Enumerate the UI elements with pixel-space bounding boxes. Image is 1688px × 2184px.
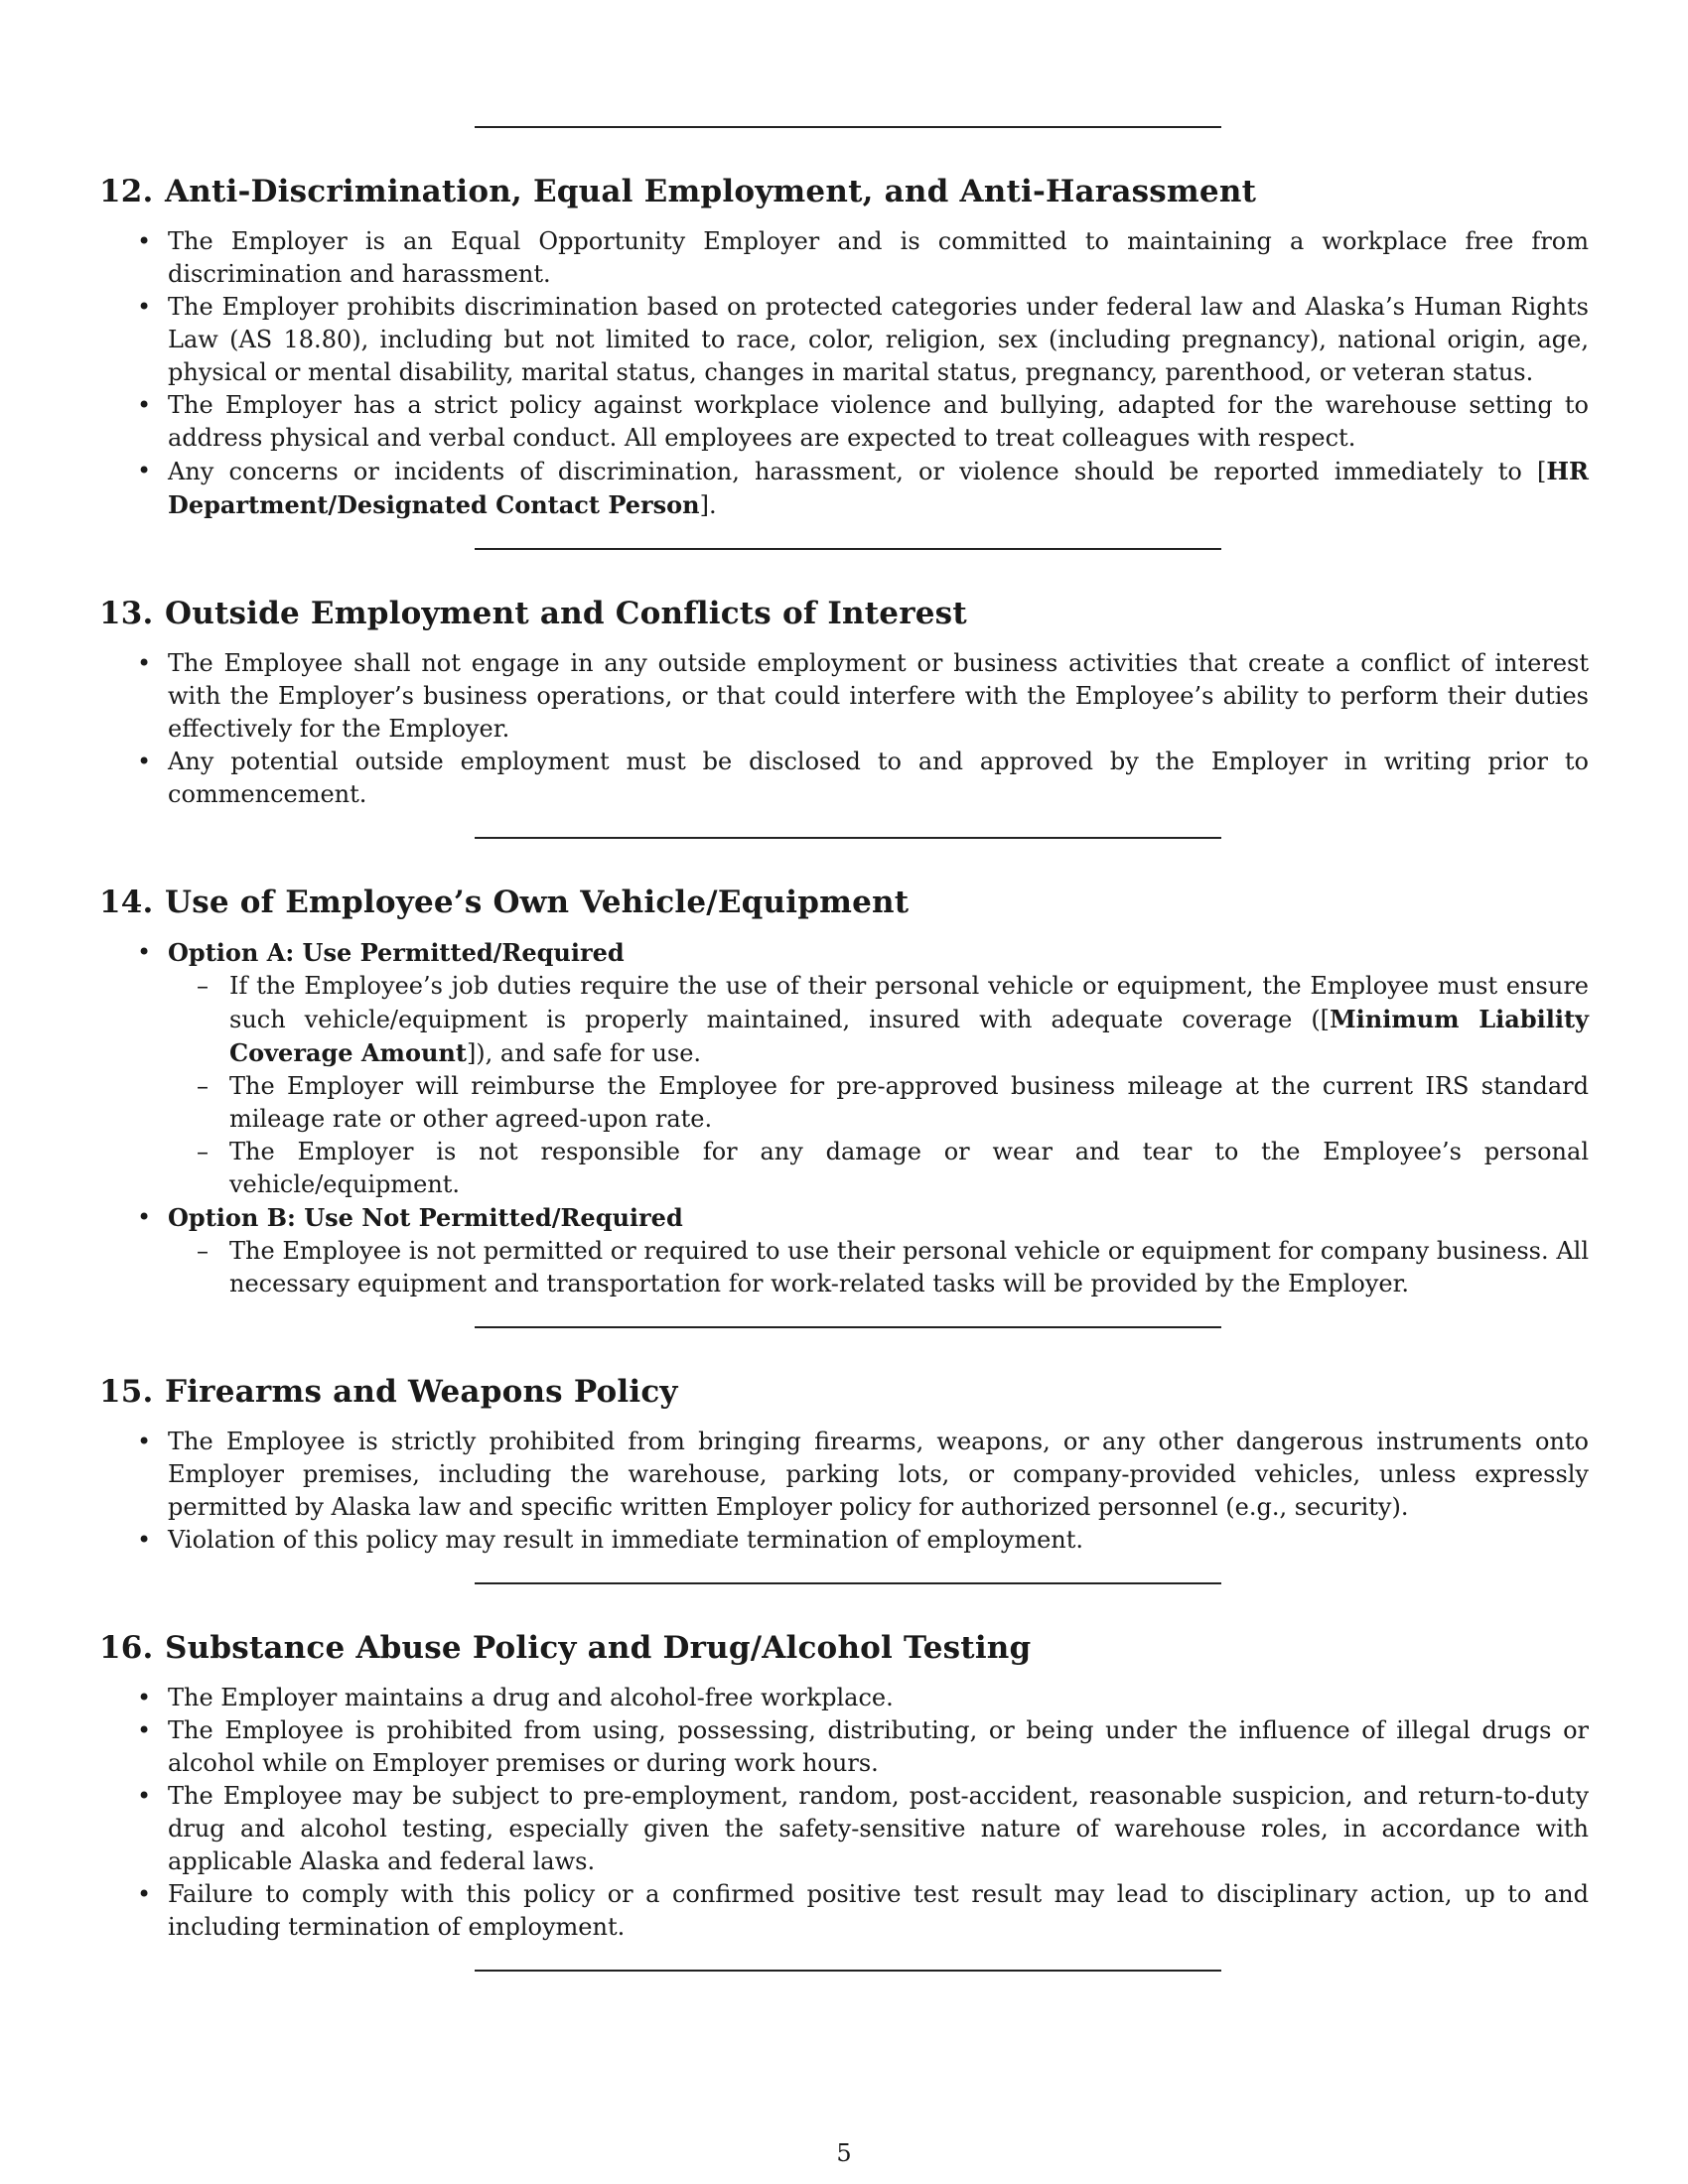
list-item: • The Employer is an Equal Opportunity Employer and is committed to maintaining a workplace free from discrimination and harassment.	[99, 225, 1589, 291]
option-a-sublist	[168, 970, 1589, 1201]
section-divider	[475, 126, 1221, 128]
section-heading-13: 13. Outside Employment and Conflicts of Interest	[99, 596, 967, 631]
section-13-list	[99, 647, 1589, 811]
sub-list-item: – If the Employee’s job duties require the use of their personal vehicle or equipment, the Employee must ensure such vehicle/equipment is properly maintained, insured with adequate coverage ([Minimum Liability Coverage Amount]), and safe for use.	[168, 970, 1589, 1070]
option-a-item	[99, 936, 1589, 1201]
list-item: • Violation of this policy may result in immediate termination of employment.	[99, 1524, 1589, 1557]
sub-list-item: – The Employer is not responsible for any damage or wear and tear to the Employee’s personal vehicle/equipment.	[168, 1136, 1589, 1201]
page-number: 5	[836, 2139, 852, 2167]
list-item: • The Employer has a strict policy against workplace violence and bullying, adapted for the warehouse setting to address physical and verbal conduct. All employees are expected to treat colleagues with respect.	[99, 389, 1589, 455]
option-a-label: Option A: Use Permitted/Required	[168, 938, 625, 967]
section-divider	[475, 1326, 1221, 1328]
list-item: • Failure to comply with this policy or a confirmed positive test result may lead to disciplinary action, up to and including termination of employment.	[99, 1878, 1589, 1944]
list-item: • The Employer maintains a drug and alcohol-free workplace.	[99, 1682, 1589, 1714]
list-item: • The Employee is strictly prohibited from bringing firearms, weapons, or any other dangerous instruments onto Employer premises, including the warehouse, parking lots, or company-provided vehicles, unless expressly permitted by Alaska law and specific written Employer policy for authorized personnel (e.g., security).	[99, 1426, 1589, 1524]
section-heading-15: 15. Firearms and Weapons Policy	[99, 1374, 678, 1410]
section-divider	[475, 837, 1221, 839]
section-heading-16: 16. Substance Abuse Policy and Drug/Alcohol Testing	[99, 1630, 1032, 1666]
section-heading-12: 12. Anti-Discrimination, Equal Employment, and Anti-Harassment	[99, 174, 1257, 209]
section-12-list	[99, 225, 1589, 522]
sub-list-item: – The Employer will reimburse the Employee for pre-approved business mileage at the current IRS standard mileage rate or other agreed-upon rate.	[168, 1070, 1589, 1136]
option-b-sublist	[168, 1235, 1589, 1300]
list-item: • The Employee shall not engage in any outside employment or business activities that create a conflict of interest with the Employer’s business operations, or that could interfere with the Employee’s ability to perform their duties effectively for the Employer.	[99, 647, 1589, 746]
section-16-list	[99, 1682, 1589, 1944]
list-item: • The Employer prohibits discrimination based on protected categories under federal law and Alaska’s Human Rights Law (AS 18.80), including but not limited to race, color, religion, sex (including pregnancy), national origin, age, physical or mental disability, marital status, changes in marital status, pregnancy, parenthood, or veteran status.	[99, 291, 1589, 389]
section-heading-14: 14. Use of Employee’s Own Vehicle/Equipment	[99, 885, 910, 920]
document-page	[99, 0, 1589, 1972]
option-b-item	[99, 1201, 1589, 1300]
section-divider	[475, 548, 1221, 550]
list-item: • The Employee is prohibited from using, possessing, distributing, or being under the influence of illegal drugs or alcohol while on Employer premises or during work hours.	[99, 1714, 1589, 1780]
list-item: • Any concerns or incidents of discrimination, harassment, or violence should be reported immediately to [HR Department/Designated Contact Person].	[99, 455, 1589, 522]
option-b-label: Option B: Use Not Permitted/Required	[168, 1203, 683, 1232]
liability-coverage-placeholder: Minimum Liability Coverage Amount	[229, 1005, 1589, 1067]
sub-list-item: – The Employee is not permitted or required to use their personal vehicle or equipment for company business. All necessary equipment and transportation for work-related tasks will be provided by the Employer.	[168, 1235, 1589, 1300]
section-divider	[475, 1970, 1221, 1972]
section-15-list	[99, 1426, 1589, 1557]
section-14-list	[99, 936, 1589, 1300]
list-item: • Any potential outside employment must be disclosed to and approved by the Employer in writing prior to commencement.	[99, 746, 1589, 811]
list-item: • The Employee may be subject to pre-employment, random, post-accident, reasonable suspicion, and return-to-duty drug and alcohol testing, especially given the safety-sensitive nature of warehouse roles, in accordance with applicable Alaska and federal laws.	[99, 1780, 1589, 1878]
hr-contact-placeholder: HR Department/Designated Contact Person	[168, 457, 1589, 519]
section-divider	[475, 1582, 1221, 1584]
